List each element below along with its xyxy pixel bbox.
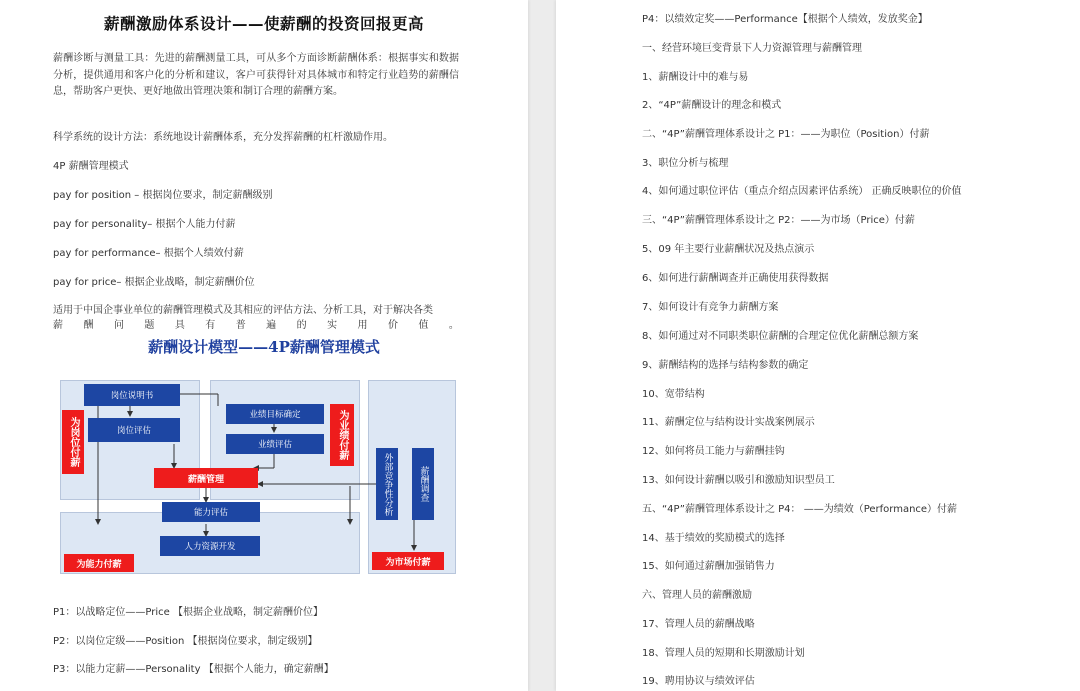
outline-line: 14、基于绩效的奖励模式的选择 <box>642 533 785 544</box>
outline-line: 2、“4P”薪酬设计的理念和模式 <box>642 100 782 111</box>
pay-line: pay for performance– 根据个人绩效付薪 <box>53 248 244 259</box>
outline-line: 12、如何将员工能力与薪酬挂钩 <box>642 446 785 457</box>
outline-line: 9、薪酬结构的选择与结构参数的确定 <box>642 360 809 371</box>
spread-char: 用 <box>357 320 368 331</box>
diagram-title: 薪酬设计模型——4P薪酬管理模式 <box>148 338 380 356</box>
compensation-management-box: 薪酬管理 <box>154 468 258 488</box>
document-title: 薪酬激励体系设计——使薪酬的投资回报更高 <box>103 15 424 33</box>
spread-char: 价 <box>387 320 398 331</box>
pay-position-label: 为岗位付薪 <box>62 410 84 474</box>
outline-line: 1、薪酬设计中的难与易 <box>642 72 749 83</box>
applicability-line-spread <box>53 316 459 331</box>
model-heading: 4P 薪酬管理模式 <box>53 161 129 172</box>
spread-char: 。 <box>448 320 459 331</box>
spread-char: 酬 <box>83 320 94 331</box>
spread-char: 遍 <box>266 320 277 331</box>
pay-market-label: 为市场付薪 <box>372 552 444 570</box>
outline-line: 19、聘用协议与绩效评估 <box>642 676 755 687</box>
spread-char: 的 <box>296 320 307 331</box>
outline-line: 五、“4P”薪酬管理体系设计之 P4： ——为绩效（Performance）付薪 <box>642 504 958 515</box>
external-analysis-box: 外部竞争性分析 <box>376 448 398 520</box>
outline-line: P4：以绩效定奖——Performance【根据个人绩效，发放奖金】 <box>642 14 928 25</box>
method-paragraph: 科学系统的设计方法：系统地设计薪酬体系，充分发挥薪酬的杠杆激励作用。 <box>53 132 393 143</box>
spread-char: 普 <box>235 320 246 331</box>
p-line: P1：以战略定位——Price 【根据企业战略，制定薪酬价位】 <box>53 607 323 618</box>
document-page-left <box>0 0 528 691</box>
job-description-box: 岗位说明书 <box>84 384 180 406</box>
intro-paragraph: 薪酬诊断与测量工具：先进的薪酬测量工具，可从多个方面诊断薪酬体系：根据事实和数据分析，提供通用和客户化的分析和建议，客户可获得针对具体城市和特定行业趋势的薪酬信息，帮助客户更快、更好地做出管理决策和制订合理的薪酬方案。 <box>53 53 459 97</box>
spread-char: 题 <box>144 320 155 331</box>
spread-char: 值 <box>418 320 429 331</box>
outline-line: 三、“4P”薪酬管理体系设计之 P2：——为市场（Price）付薪 <box>642 215 915 226</box>
pay-performance-label: 为业绩付薪 <box>330 404 354 466</box>
pay-ability-label: 为能力付薪 <box>64 554 134 572</box>
outline-line: 17、管理人员的薪酬战略 <box>642 619 755 630</box>
competency-evaluation-box: 能力评估 <box>162 502 260 522</box>
outline-line: 一、经营环境巨变背景下人力资源管理与薪酬管理 <box>642 43 862 54</box>
salary-survey-box: 薪酬调查 <box>412 448 434 520</box>
pay-line: pay for personality– 根据个人能力付薪 <box>53 219 236 230</box>
spread-char: 实 <box>327 320 338 331</box>
performance-evaluation-box: 业绩评估 <box>226 434 324 454</box>
pay-line: pay for price– 根据企业战略，制定薪酬价位 <box>53 277 255 288</box>
outline-line: 六、管理人员的薪酬激励 <box>642 590 752 601</box>
hr-development-box: 人力资源开发 <box>160 536 260 556</box>
outline-line: 7、如何设计有竞争力薪酬方案 <box>642 302 779 313</box>
4p-model-diagram <box>58 376 458 574</box>
outline-line: 10、宽带结构 <box>642 389 705 400</box>
job-evaluation-box: 岗位评估 <box>88 418 180 442</box>
outline-line: 11、薪酬定位与结构设计实战案例展示 <box>642 417 815 428</box>
outline-line: 4、如何通过职位评估（重点介绍点因素评估系统） 正确反映职位的价值 <box>642 186 962 197</box>
pay-line: pay for position – 根据岗位要求，制定薪酬级别 <box>53 190 273 201</box>
document-page-right <box>556 0 1080 691</box>
p-line: P3：以能力定薪——Personality 【根据个人能力，确定薪酬】 <box>53 664 334 675</box>
applicability-line: 适用于中国企事业单位的薪酬管理模式及其相应的评估方法、分析工具，对于解决各类 <box>53 305 433 316</box>
target-setting-box: 业绩目标确定 <box>226 404 324 424</box>
outline-line: 3、职位分析与梳理 <box>642 158 729 169</box>
outline-line: 5、09 年主要行业薪酬状况及热点演示 <box>642 244 815 255</box>
outline-line: 8、如何通过对不同职类职位薪酬的合理定位优化薪酬总额方案 <box>642 331 919 342</box>
outline-line: 二、“4P”薪酬管理体系设计之 P1：——为职位（Position）付薪 <box>642 129 930 140</box>
outline-line: 15、如何通过薪酬加强销售力 <box>642 561 775 572</box>
outline-line: 13、如何设计薪酬以吸引和激励知识型员工 <box>642 475 835 486</box>
outline-line: 18、管理人员的短期和长期激励计划 <box>642 648 805 659</box>
spread-char: 具 <box>174 320 185 331</box>
spread-char: 薪 <box>53 320 63 331</box>
spread-char: 问 <box>113 320 124 331</box>
outline-line: 6、如何进行薪酬调查并正确使用获得数据 <box>642 273 829 284</box>
p-line: P2：以岗位定级——Position 【根据岗位要求，制定级别】 <box>53 636 318 647</box>
spread-char: 有 <box>205 320 216 331</box>
